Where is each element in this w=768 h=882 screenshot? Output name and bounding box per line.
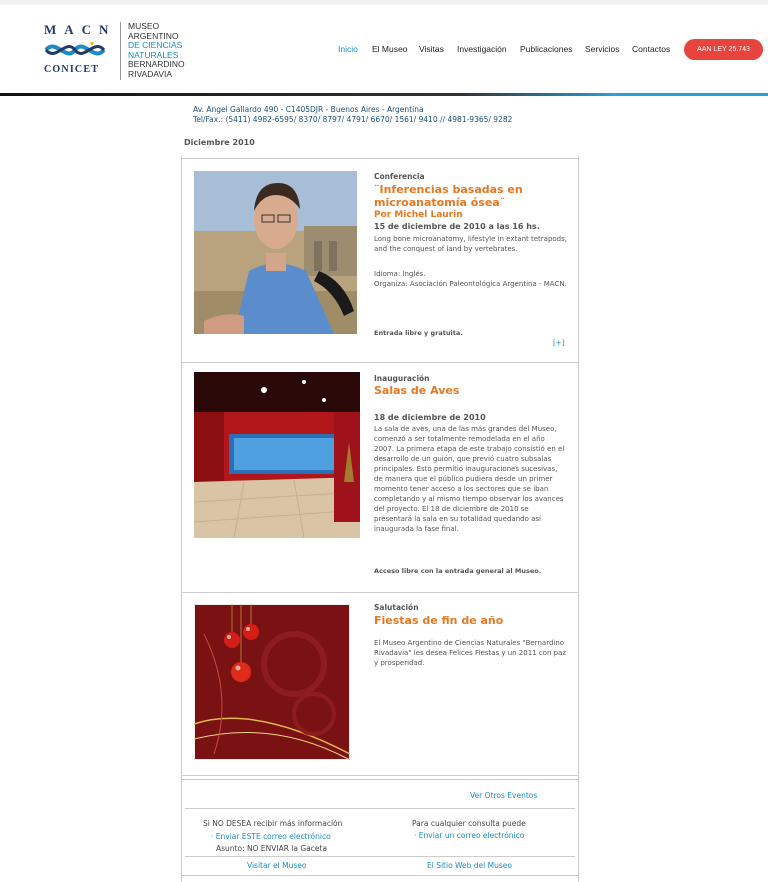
nav-inicio[interactable]: Inicio [338, 44, 358, 54]
divider [181, 775, 579, 776]
logo-divider [120, 22, 121, 80]
event-date: 18 de diciembre de 2010 [374, 413, 486, 422]
event-salutacion [181, 592, 579, 775]
event-footer: Entrada libre y gratuita. [374, 329, 463, 337]
logo-conicet: CONICET [44, 64, 100, 75]
event-description: La sala de aves, una de las más grandes del Museo, comenzó a ser totalmente remodelada en el año 2007. La primera etapa de este trabajo consistió en el desarrollo de un guión, que previó cuatro subsalas principales. Esto permitió inauguraciones sucesivas, de manera que el público pudiera desde un primer momento tener acceso a los sectores que se iban completando y al mismo tiempo observar los avances del proyecto. El 18 de diciembre de 2010 se presentará la sala en su totalidad quedando así inaugurada la fase final. [374, 425, 565, 533]
unsubscribe-subject: Asunto: NO ENVIAR la Gaceta [216, 844, 328, 853]
more-link[interactable]: [+] [553, 339, 565, 347]
museum-logo[interactable] [44, 22, 194, 82]
event-conferencia [181, 158, 579, 362]
nav-publicaciones[interactable]: Publicaciones [520, 44, 573, 54]
logo-name-line: DE CIENCIAS [128, 40, 183, 51]
speaker-photo [194, 171, 357, 334]
contact-link[interactable]: · Enviar un correo electrónico [414, 831, 525, 840]
logo-acronym: MACN [44, 22, 117, 37]
other-events-link[interactable]: Ver Otros Eventos [470, 791, 538, 800]
bird-hall-photo [194, 372, 360, 538]
event-title: ¨Inferencias basadas en microanatomía ósea¨ [374, 183, 523, 209]
address-line: Av. Angel Gallardo 490 - C1405DJR - Buenos Aires - Argentina [193, 105, 424, 114]
divider [185, 808, 575, 809]
newsletter-content [181, 96, 579, 882]
museum-website-link[interactable]: El Sitio Web del Museo [427, 861, 512, 870]
issue-date: Diciembre 2010 [184, 138, 255, 147]
event-author: Por Michel Laurin [374, 210, 463, 220]
divider [185, 856, 575, 857]
nav-visitas[interactable]: Visitas [419, 44, 444, 54]
visit-museum-link[interactable]: Visitar el Museo [247, 861, 307, 870]
event-description: El Museo Argentino de Ciencias Naturales "Bernardino Rivadavia" les desea Felices Fiestas y un 2011 con paz y prosperidad. [374, 639, 567, 667]
logo-name-line: NATURALES [128, 49, 179, 60]
nav-servicios[interactable]: Servicios [585, 44, 620, 54]
logo-name-line: ARGENTINO [128, 30, 179, 41]
header-top-line [0, 0, 768, 5]
event-footer: Acceso libre con la entrada general al Museo. [374, 567, 542, 575]
event-organizer: Organiza: Asociación Paleontológica Argentina - MACN. [374, 280, 567, 288]
logo-name-line: MUSEO [128, 21, 160, 31]
event-date: 15 de diciembre de 2010 a las 16 hs. [374, 222, 540, 231]
divider [181, 779, 579, 780]
event-type: Inauguración [374, 374, 430, 383]
event-title: Fiestas de fin de año [374, 614, 504, 627]
contact-intro: Para cualquier consulta puede [412, 819, 526, 828]
event-description: Long bone microanatomy, lifestyle in extant tetrapods, and the conquest of land by vertebrates. [374, 235, 567, 253]
logo-wave-icon [44, 38, 106, 62]
nav-el-museo[interactable]: El Museo [372, 44, 408, 54]
site-header [0, 0, 768, 95]
museum-address [193, 105, 512, 125]
logo-name-line: RIVADAVIA [128, 68, 173, 79]
phone-line: Tel/Fax.: (5411) 4982-6595/ 8370/ 8797/ 4791/ 6670/ 1561/ 9410 // 4981-9365/ 9282 [193, 115, 513, 124]
event-type: Salutación [374, 603, 419, 612]
unsubscribe-link-text[interactable]: Enviar ESTE correo electrónico [215, 832, 331, 841]
event-type: Conferencia [374, 172, 425, 181]
divider [181, 875, 579, 876]
unsubscribe-intro: Si NO DESEA recibir más información [203, 819, 343, 828]
logo-name-line: BERNARDINO [128, 59, 185, 70]
event-language: Idioma: Inglés. [374, 270, 426, 278]
event-inauguracion [181, 362, 579, 592]
nav-contactos[interactable]: Contactos [632, 44, 671, 54]
logo-museum-name [128, 22, 185, 80]
christmas-card-image [194, 604, 350, 760]
law-button[interactable]: AAN LEY 25.743 [684, 39, 763, 60]
unsubscribe-link[interactable]: · Enviar ESTE correo electrónico [211, 832, 331, 841]
nav-investigacion[interactable]: Investigación [457, 44, 507, 54]
event-title: Salas de Aves [374, 384, 460, 397]
contact-link-text[interactable]: Enviar un correo electrónico [418, 831, 525, 840]
